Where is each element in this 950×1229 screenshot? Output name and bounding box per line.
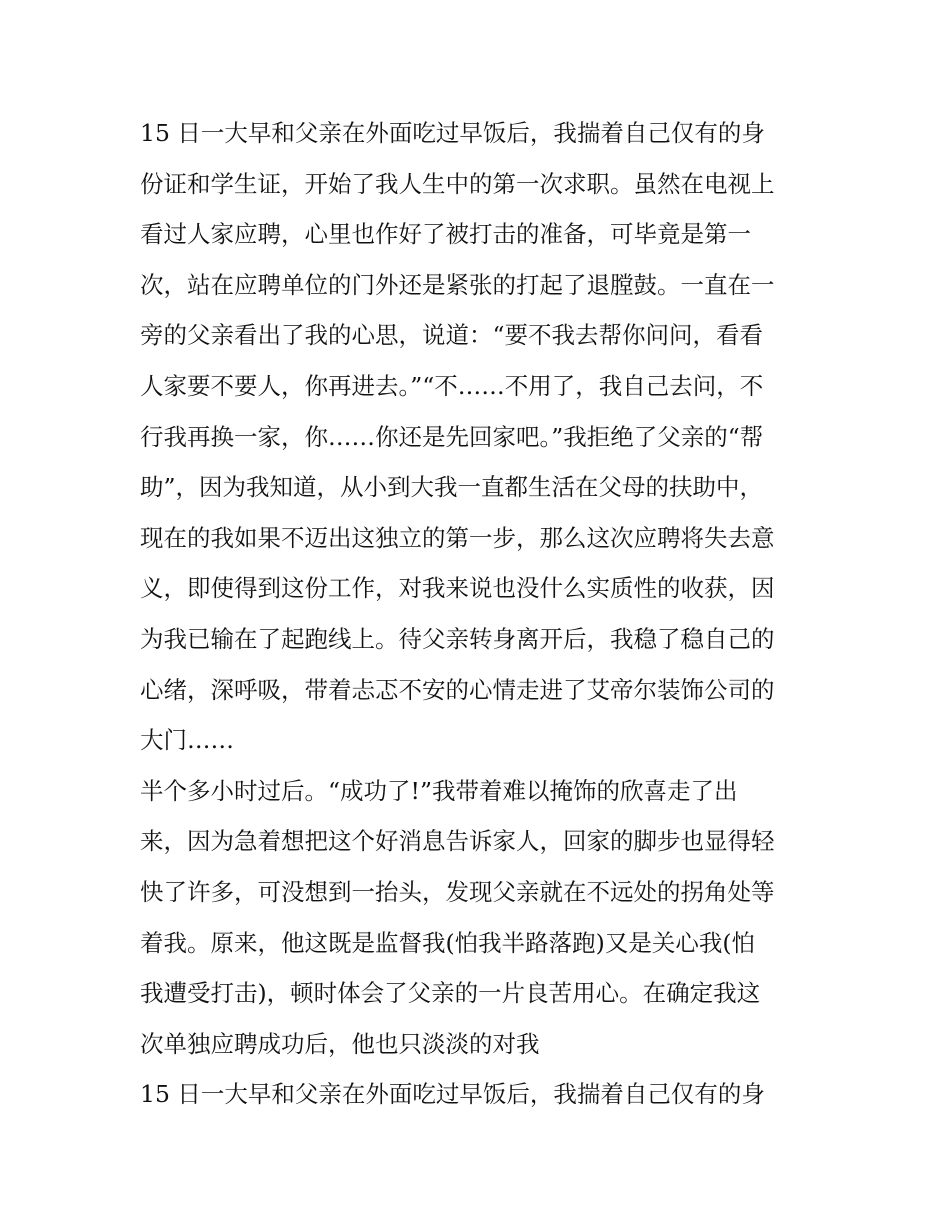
text-line: 行我再换一家，你……你还是先回家吧。”我拒绝了父亲的“帮	[140, 422, 764, 451]
text-line: 15 日一大早和父亲在外面吃过早饭后，我揣着自己仅有的身	[140, 119, 765, 147]
text-line: 人家要不要人，你再进去。”“不……不用了，我自己去问，不	[140, 371, 764, 400]
text-line: 现在的我如果不迈出这独立的第一步，那么这次应聘将失去意	[140, 523, 775, 552]
text-line: 为我已输在了起跑线上。待父亲转身离开后，我稳了稳自己的	[140, 624, 775, 653]
text-line: 快了许多，可没想到一抬头，发现父亲就在不远处的拐角处等	[140, 877, 775, 906]
text-line: 义，即使得到这份工作，对我来说也没什么实质性的收获，因	[140, 574, 775, 603]
text-line: 半个多小时过后。“成功了!”我带着难以掩饰的欣喜走了出	[140, 776, 738, 805]
document-body	[140, 108, 820, 1120]
text-line: 大门……	[140, 726, 234, 755]
text-line: 来，因为急着想把这个好消息告诉家人，回家的脚步也显得轻	[140, 827, 775, 856]
text-line: 份证和学生证，开始了我人生中的第一次求职。虽然在电视上	[140, 169, 775, 198]
text-line: 心绪，深呼吸，带着忐忑不安的心情走进了艾帝尔装饰公司的	[140, 675, 775, 704]
text-line: 次单独应聘成功后，他也只淡淡的对我	[140, 1029, 540, 1058]
text-line: 着我。原来，他这既是监督我(怕我半路落跑)又是关心我(怕	[140, 928, 756, 957]
text-line: 旁的父亲看出了我的心思，说道：“要不我去帮你问问，看看	[140, 321, 764, 350]
text-line: 次，站在应聘单位的门外还是紧张的打起了退膛鼓。一直在一	[140, 270, 775, 299]
text-line: 我遭受打击)，顿时体会了父亲的一片良苦用心。在确定我这	[140, 979, 761, 1008]
text-line: 看过人家应聘，心里也作好了被打击的准备，可毕竟是第一	[140, 220, 751, 249]
text-line: 15 日一大早和父亲在外面吃过早饭后，我揣着自己仅有的身	[140, 1080, 765, 1109]
text-line: 助”，因为我知道，从小到大我一直都生活在父母的扶助中，	[140, 473, 764, 502]
